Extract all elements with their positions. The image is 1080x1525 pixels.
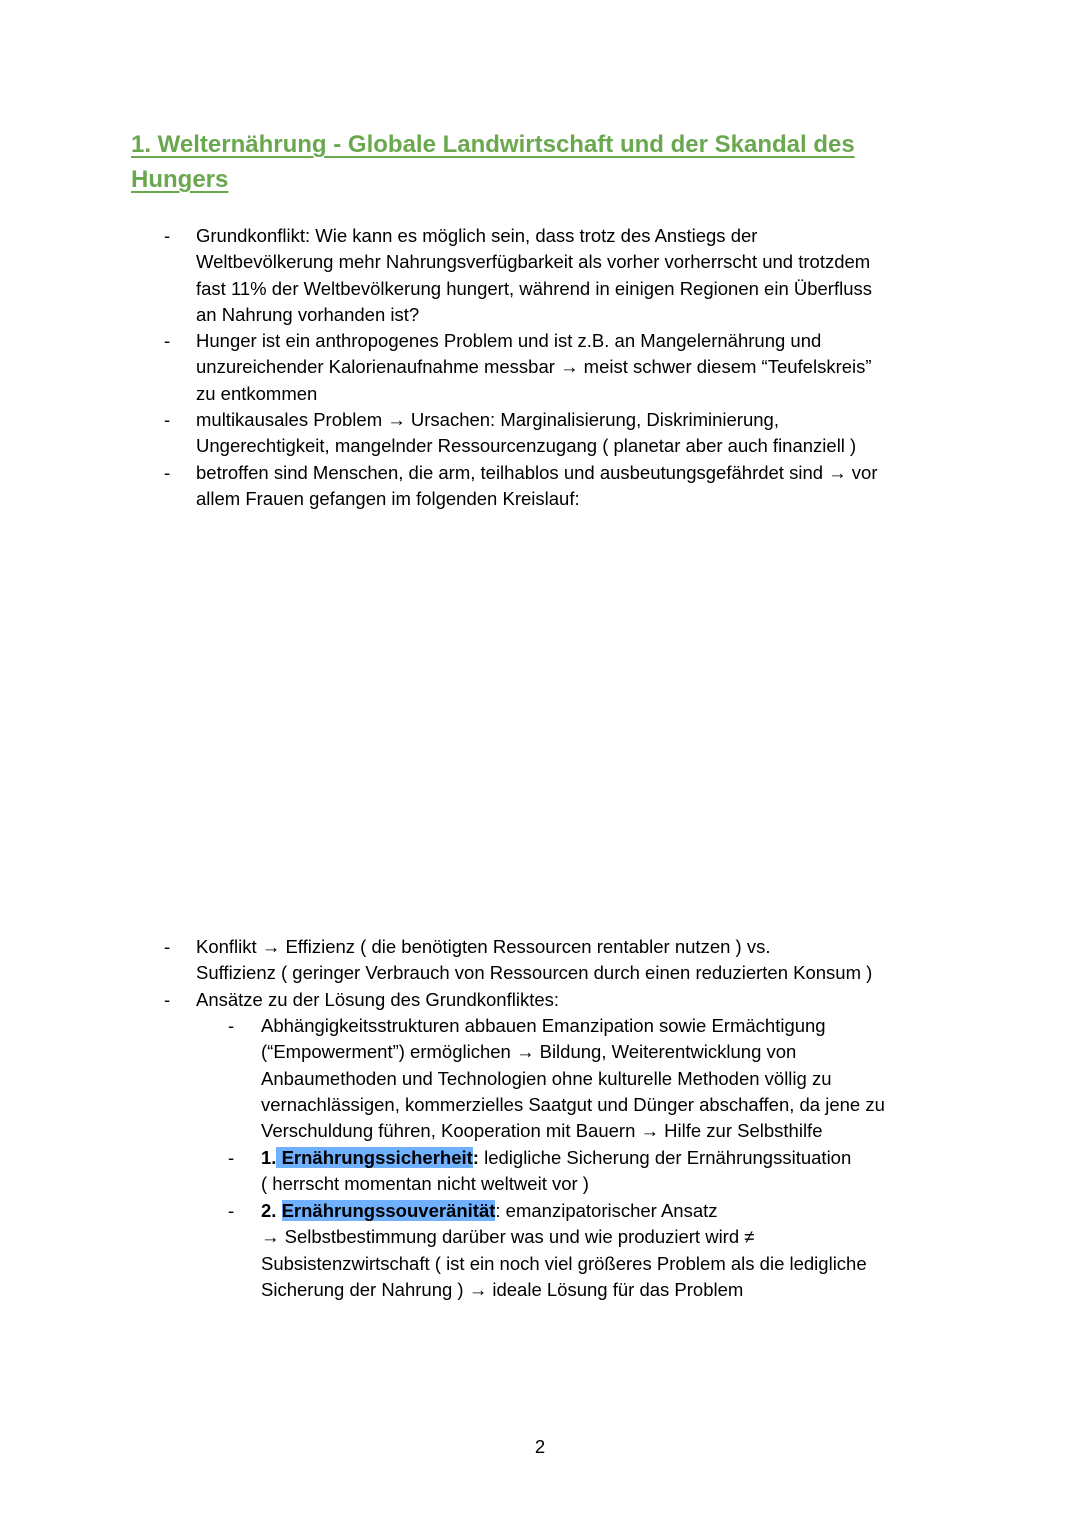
term-colon: : <box>472 1147 479 1168</box>
list-dash: - <box>228 1147 235 1168</box>
section-title: 1. Welternährung - Globale Landwirtschaft und der Skandal des Hungers <box>131 131 855 193</box>
list-dash: - <box>164 936 171 957</box>
list-item-text: multikausales Problem → Ursachen: Marginalisierung, Diskriminierung, Ungerechtigkeit, mangelnder Ressourcenzugang ( planetar aber auch finanziell ) <box>196 409 857 457</box>
list-dash: - <box>228 1200 235 1221</box>
item-number: 2. <box>261 1200 277 1221</box>
item-number: 1. <box>261 1147 277 1168</box>
list-item-text: Ansätze zu der Lösung des Grundkonfliktes: <box>196 989 560 1010</box>
list-dash: - <box>228 1015 235 1036</box>
list-item-text: 1. Ernährungssicherheit: ledigliche Sicherung der Ernährungssituation ( herrscht momentan nicht weltweit vor ) <box>261 1147 852 1195</box>
list-dash: - <box>164 989 171 1010</box>
list-item-text: Konflikt → Effizienz ( die benötigten Ressourcen rentabler nutzen ) vs. Suffizienz ( geringer Verbrauch von Ressourcen durch einen reduzierten Konsum ) <box>196 936 873 984</box>
list-item-text: 2. Ernährungssouveränität: emanzipatorischer Ansatz → Selbstbestimmung darüber was und wie produziert wird ≠ Subsistenzwirtschaft ( ist ein noch viel größeres Problem als die ledigliche Sicherung der Nahrung ) → ideale Lösung für das Problem <box>261 1200 867 1300</box>
term-definition: ledigliche Sicherung der Ernährungssituation <box>478 1147 852 1168</box>
list-item-text: Grundkonflikt: Wie kann es möglich sein, dass trotz des Anstiegs der Weltbevölkerung mehr Nahrungsverfügbarkeit als vorher vorherrscht und trotzdem fast 11% der Weltbevölkerung hungert, während in einigen Regionen ein Überfluss an Nahrung vorhanden ist? <box>196 225 873 325</box>
page-number: 2 <box>534 1436 546 1457</box>
list-item-text: Hunger ist ein anthropogenes Problem und ist z.B. an Mangelernährung und unzureichender Kalorienaufnahme messbar → meist schwer diesem “Teufelskreis” zu entkommen <box>196 330 872 404</box>
highlighted-term: Ernährungssouveränität <box>281 1200 496 1221</box>
term-definition: : emanzipatorischer Ansatz <box>495 1200 718 1221</box>
list-dash: - <box>164 409 171 430</box>
list-item-text: Abhängigkeitsstrukturen abbauen Emanzipation sowie Ermächtigung (“Empowerment”) ermöglichen → Bildung, Weiterentwicklung von Anbaumethoden und Technologien ohne kulturelle Methoden völlig zu vernachlässigen, kommerzielles Saatgut und Dünger abschaffen, da jene zu Verschuldung führen, Kooperation mit Bauern → Hilfe zur Selbsthilfe <box>261 1015 885 1142</box>
list-dash: - <box>164 462 171 483</box>
list-dash: - <box>164 330 171 351</box>
list-dash: - <box>164 225 171 246</box>
list-item-text: betroffen sind Menschen, die arm, teilhablos und ausbeutungsgefährdet sind → vor allem Frauen gefangen im folgenden Kreislauf: <box>196 462 878 510</box>
highlighted-term: Ernährungssicherheit <box>276 1147 473 1168</box>
